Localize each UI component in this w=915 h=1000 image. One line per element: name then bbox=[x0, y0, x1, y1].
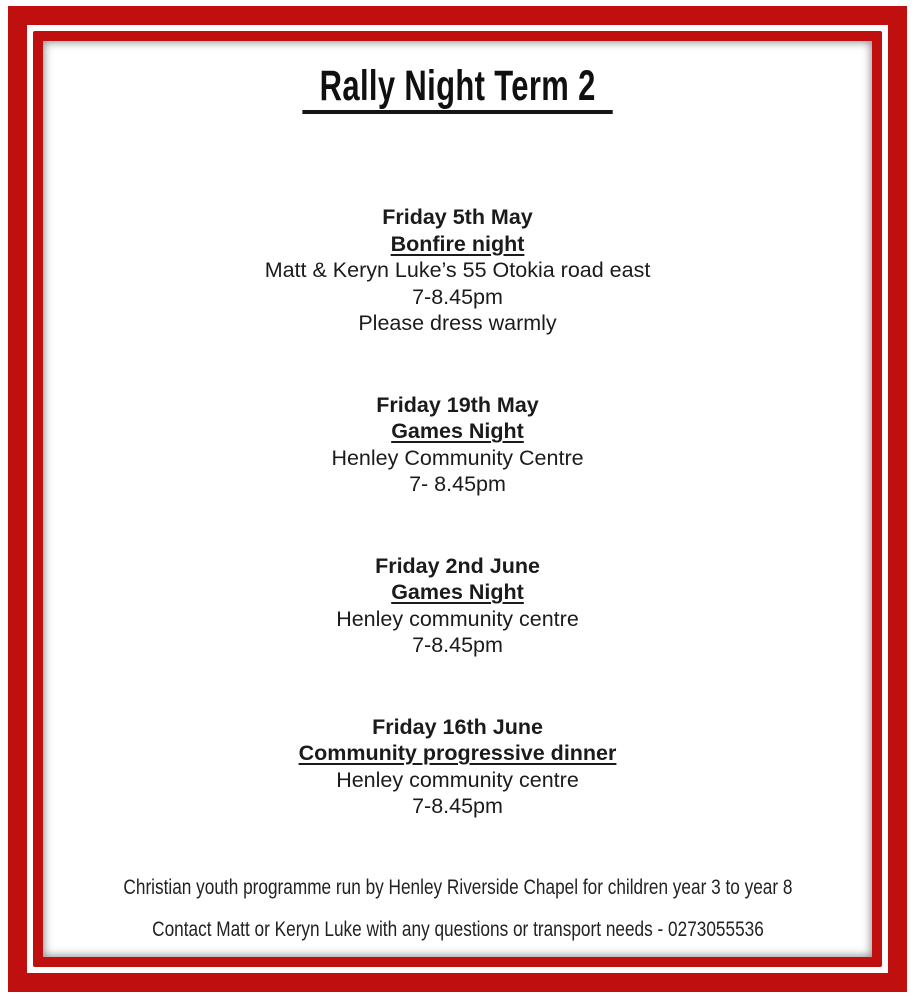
event-progressive-dinner bbox=[43, 714, 872, 820]
event-list bbox=[43, 204, 872, 820]
outer-red-border bbox=[8, 6, 907, 992]
event-name: Bonfire night bbox=[390, 231, 525, 256]
event-games-night-may bbox=[43, 392, 872, 498]
event-time: 7- 8.45pm bbox=[409, 472, 506, 496]
flyer-content bbox=[43, 41, 872, 957]
event-location: Henley Community Centre bbox=[331, 445, 584, 470]
event-location: Matt & Keryn Luke’s 55 Otokia road east bbox=[264, 258, 651, 282]
event-date: Friday 19th May bbox=[376, 392, 539, 417]
event-bonfire-night bbox=[43, 204, 872, 337]
event-name: Community progressive dinner bbox=[298, 741, 617, 765]
event-location: Henley community centre bbox=[336, 767, 579, 792]
footer-programme-info bbox=[43, 875, 872, 900]
page-title-text: Rally Night Term 2 bbox=[302, 63, 613, 114]
flyer-footer bbox=[43, 875, 872, 942]
event-date: Friday 2nd June bbox=[375, 553, 540, 578]
event-time: 7-8.45pm bbox=[412, 284, 503, 309]
event-location: Henley community centre bbox=[336, 606, 579, 631]
event-name: Games Night bbox=[391, 580, 524, 604]
footer-contact-info-text: Contact Matt or Keryn Luke with any questions or transport needs - 0273055536 bbox=[151, 917, 764, 941]
event-note: Please dress warmly bbox=[358, 311, 557, 335]
footer-programme-info-text: Christian youth programme run by Henley Riverside Chapel for children year 3 to year 8 bbox=[122, 875, 793, 899]
event-time: 7-8.45pm bbox=[412, 633, 503, 657]
event-time: 7-8.45pm bbox=[412, 794, 503, 818]
event-date: Friday 5th May bbox=[382, 205, 533, 229]
footer-contact-info bbox=[43, 917, 872, 942]
event-name: Games Night bbox=[391, 419, 524, 443]
event-date: Friday 16th June bbox=[372, 714, 543, 739]
event-games-night-june bbox=[43, 553, 872, 659]
page-title bbox=[43, 63, 872, 114]
inner-red-border bbox=[33, 31, 882, 967]
